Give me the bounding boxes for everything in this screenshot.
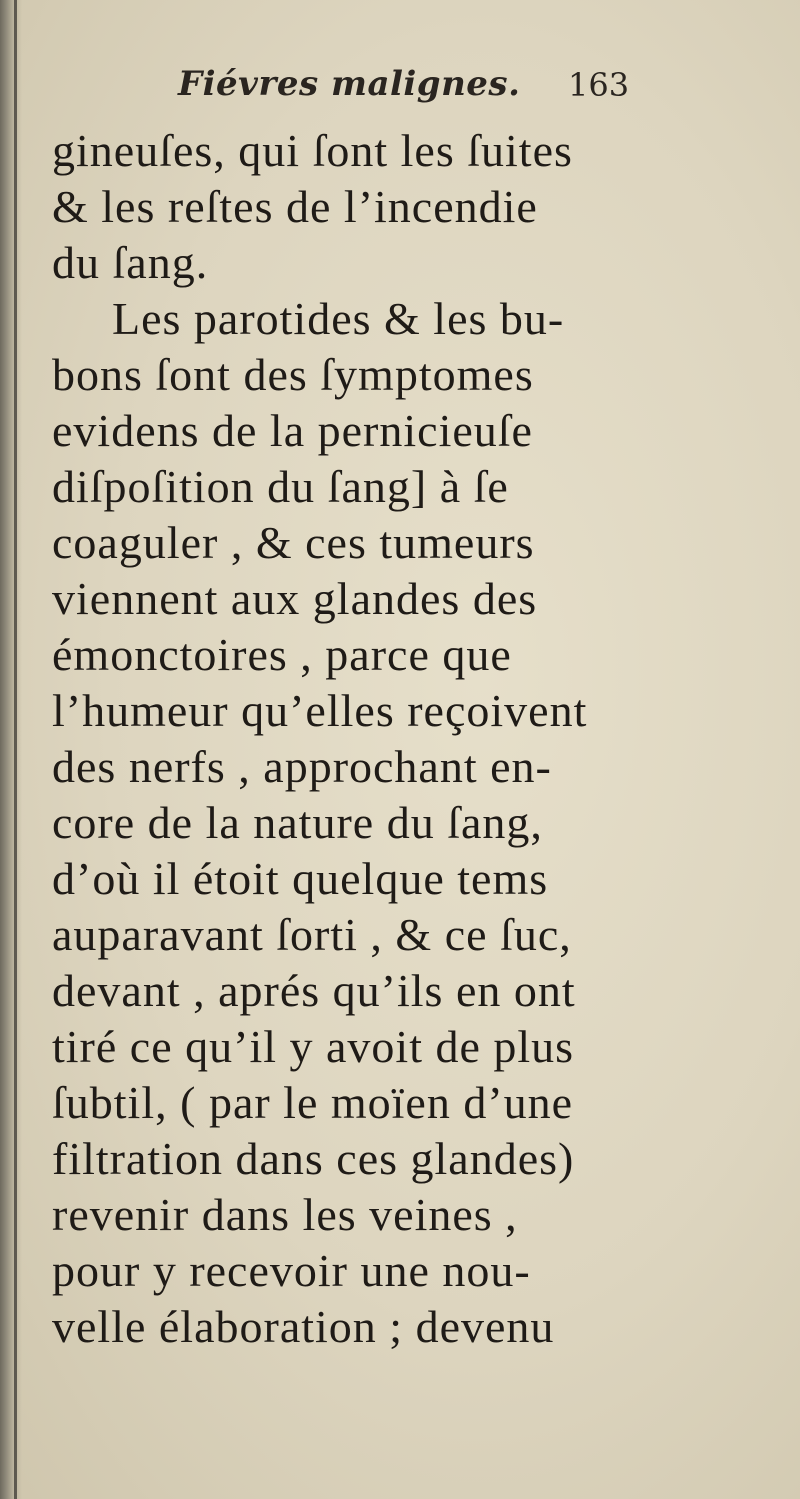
binding-shadow-line (14, 0, 17, 1499)
text-line: viennent aux glandes des (52, 573, 538, 624)
text-line: l’humeur qu’elles reçoivent (52, 685, 588, 736)
page-number: 163 (568, 66, 630, 104)
page-header (0, 62, 800, 122)
text-line: velle élaboration ; devenu (52, 1301, 555, 1352)
text-line: core de la nature du ſang, (52, 797, 543, 848)
text-line: filtration dans ces glandes) (52, 1133, 575, 1184)
text-line: d’où il étoit quelque tems (52, 853, 549, 904)
text-line: Les parotides & les bu- (112, 293, 565, 344)
running-title: Fiévres malignes. (178, 64, 521, 104)
text-line: & les reſtes de l’incendie (52, 181, 538, 232)
text-line: du ſang. (52, 237, 209, 288)
text-line: pour y recevoir une nou- (52, 1245, 531, 1296)
text-line: revenir dans les veines , (52, 1189, 518, 1240)
text-line: gineuſes, qui ſont les ſuites (52, 125, 573, 176)
text-line: evidens de la pernicieuſe (52, 405, 533, 456)
text-line: diſpoſition du ſang] à ſe (52, 461, 509, 512)
text-line: ſubtil, ( par le moïen d’une (52, 1077, 574, 1128)
text-line: coaguler , & ces tumeurs (52, 517, 535, 568)
text-line: devant , aprés qu’ils en ont (52, 965, 576, 1016)
text-line: tiré ce qu’il y avoit de plus (52, 1021, 575, 1072)
text-line: des nerfs , approchant en- (52, 741, 552, 792)
binding-edge (0, 0, 22, 1499)
text-line: émonctoires , parce que (52, 629, 512, 680)
text-line: bons ſont des ſymptomes (52, 349, 534, 400)
text-line: auparavant ſorti , & ce ſuc, (52, 909, 572, 960)
